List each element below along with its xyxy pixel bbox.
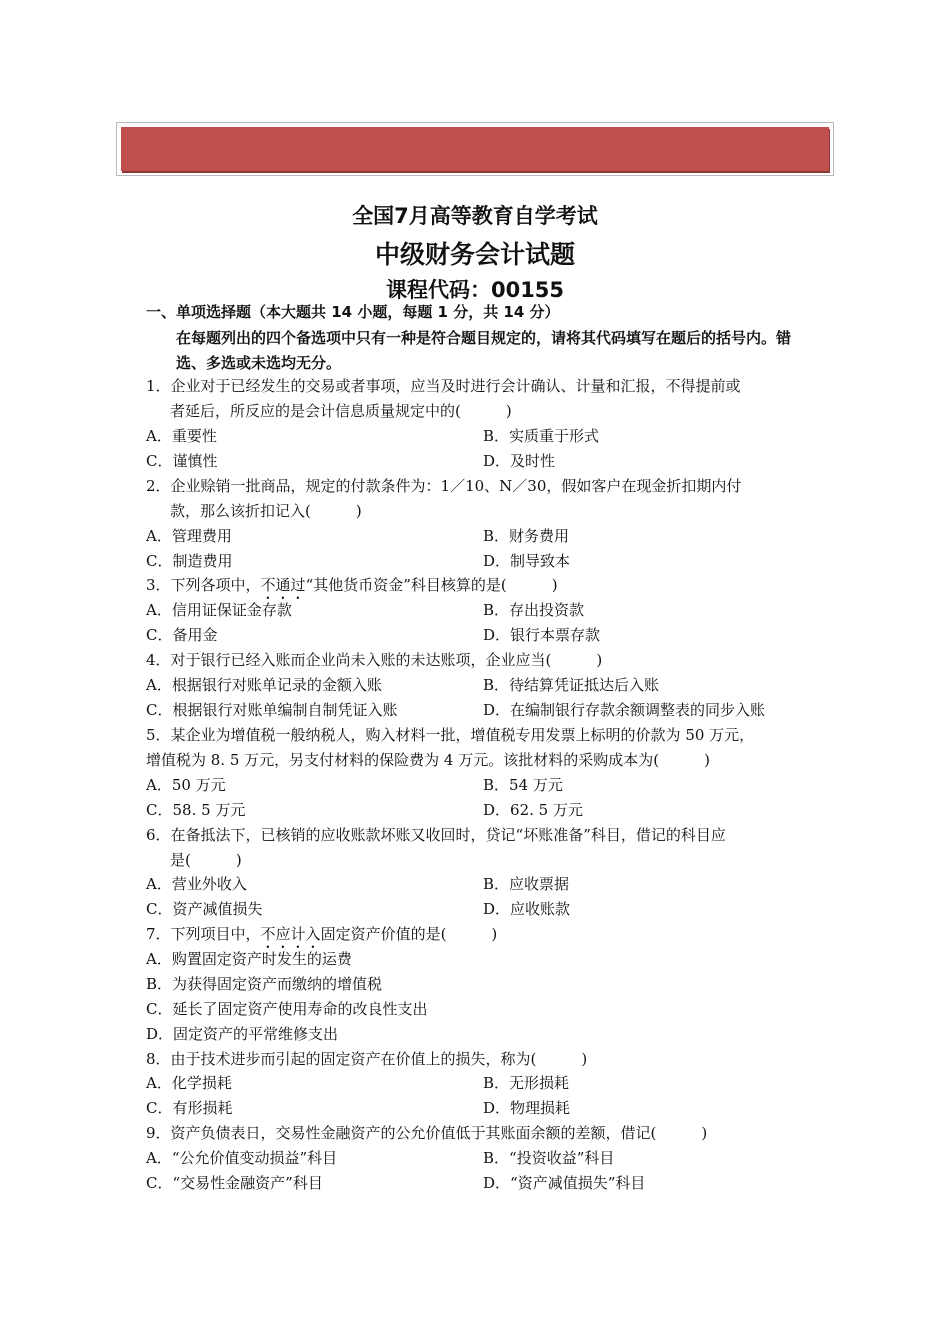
question-1-option-a: A．重要性 <box>146 427 217 445</box>
question-3-option-b: B．存出投资款 <box>483 601 585 619</box>
question-6-line-1: 6．在备抵法下，已核销的应收账款坏账又收回时，贷记“坏账准备”科目，借记的科目应 <box>146 826 726 844</box>
question-1-option-d: D．及时性 <box>483 452 556 470</box>
question-3-text-post: “其他货币资金”科目核算的是( ) <box>305 576 558 594</box>
question-1-line-1: 1．企业对于已经发生的交易或者事项，应当及时进行会计确认、计量和汇报，不得提前或 <box>146 377 741 395</box>
question-7-option-d: D．固定资产的平常维修支出 <box>146 1025 339 1043</box>
subject-title: 中级财务会计试题 <box>374 240 575 269</box>
question-5-option-c: C．58. 5 万元 <box>146 801 246 819</box>
question-6-option-c: C．资产减值损失 <box>146 900 263 918</box>
question-4-option-a: A．根据银行对账单记录的金额入账 <box>146 676 382 694</box>
question-3-line-1 <box>146 575 558 603</box>
question-1-line-2: 者延后，所反应的是会计信息质量规定中的( ) <box>170 402 512 420</box>
question-8-option-b: B．无形损耗 <box>483 1074 570 1092</box>
question-6-option-a: A．营业外收入 <box>146 875 247 893</box>
question-2-line-1: 2．企业赊销一批商品，规定的付款条件为：1／10、N／30，假如客户在现金折扣期内付 <box>146 477 742 495</box>
question-7-text-pre: 7．下列项目中， <box>146 925 261 943</box>
question-2-option-a: A．管理费用 <box>146 527 232 545</box>
question-1-option-b: B．实质重于形式 <box>483 427 600 445</box>
section-instructions: 在每题列出的四个备选项中只有一种是符合题目规定的，请将其代码填写在题后的括号内。错选、多选或未选均无分。 <box>176 329 792 372</box>
question-6-option-b: B．应收票据 <box>483 875 570 893</box>
question-8-line-1: 8．由于技术进步而引起的固定资产在价值上的损失，称为( ) <box>146 1050 588 1068</box>
question-5-option-a: A．50 万元 <box>146 776 226 794</box>
question-4-option-d: D．在编制银行存款余额调整表的同步入账 <box>483 701 766 719</box>
question-5-option-d: D．62. 5 万元 <box>483 801 583 819</box>
question-5-option-b: B．54 万元 <box>483 776 563 794</box>
question-4-line-1: 4．对于银行已经入账而企业尚未入账的未达账项，企业应当( ) <box>146 651 603 669</box>
question-4-option-c: C．根据银行对账单编制自制凭证入账 <box>146 701 398 719</box>
header-banner <box>116 122 834 176</box>
question-9-option-b: B．“投资收益”科目 <box>483 1149 615 1167</box>
question-7-option-c: C．延长了固定资产使用寿命的改良性支出 <box>146 1000 428 1018</box>
question-4-option-b: B．待结算凭证抵达后入账 <box>483 676 660 694</box>
question-2-option-d: D．制导致本 <box>483 552 571 570</box>
question-2-line-2: 款，那么该折扣记入( ) <box>170 502 362 520</box>
question-8-option-a: A．化学损耗 <box>146 1074 232 1092</box>
question-9-option-c: C．“交易性金融资产”科目 <box>146 1174 323 1192</box>
question-6-option-d: D．应收账款 <box>483 900 571 918</box>
question-6-line-2: 是( ) <box>170 851 242 869</box>
question-7-text-post: 固定资产价值的是( ) <box>320 925 498 943</box>
question-3-text-pre: 3．下列各项中， <box>146 576 261 594</box>
question-8-option-c: C．有形损耗 <box>146 1099 233 1117</box>
question-3-option-c: C．备用金 <box>146 626 218 644</box>
question-7-emphasis: 不应计入 <box>260 925 321 943</box>
question-9-line-1: 9．资产负债表日，交易性金融资产的公允价值低于其账面余额的差额，借记( ) <box>146 1124 708 1142</box>
question-5-line-1: 5．某企业为增值税一般纳税人，购入材料一批，增值税专用发票上标明的价款为 50 万元， <box>146 726 755 744</box>
question-3-option-a: A．信用证保证金存款 <box>146 601 292 619</box>
question-1-option-c: C．谨慎性 <box>146 452 218 470</box>
question-7-option-a: A．购置固定资产时发生的运费 <box>146 950 352 968</box>
question-3-option-d: D．银行本票存款 <box>483 626 601 644</box>
question-5-line-2: 增值税为 8. 5 万元，另支付材料的保险费为 4 万元。该批材料的采购成本为( ) <box>146 751 710 769</box>
question-8-option-d: D．物理损耗 <box>483 1099 571 1117</box>
question-9-option-d: D．“资产减值损失”科目 <box>483 1174 646 1192</box>
question-9-option-a: A．“公允价值变动损益”科目 <box>146 1149 338 1167</box>
exam-title: 全国7月高等教育自学考试 <box>352 204 598 228</box>
course-code: 课程代码：00155 <box>385 278 565 302</box>
question-3-emphasis: 不通过 <box>260 576 306 594</box>
header-banner-fill <box>121 127 829 171</box>
question-2-option-b: B．财务费用 <box>483 527 570 545</box>
question-7-line-1 <box>146 924 497 952</box>
section-heading: 一、单项选择题（本大题共 14 小题，每题 1 分，共 14 分） <box>146 303 560 321</box>
question-2-option-c: C．制造费用 <box>146 552 233 570</box>
question-7-option-b: B．为获得固定资产而缴纳的增值税 <box>146 975 383 993</box>
